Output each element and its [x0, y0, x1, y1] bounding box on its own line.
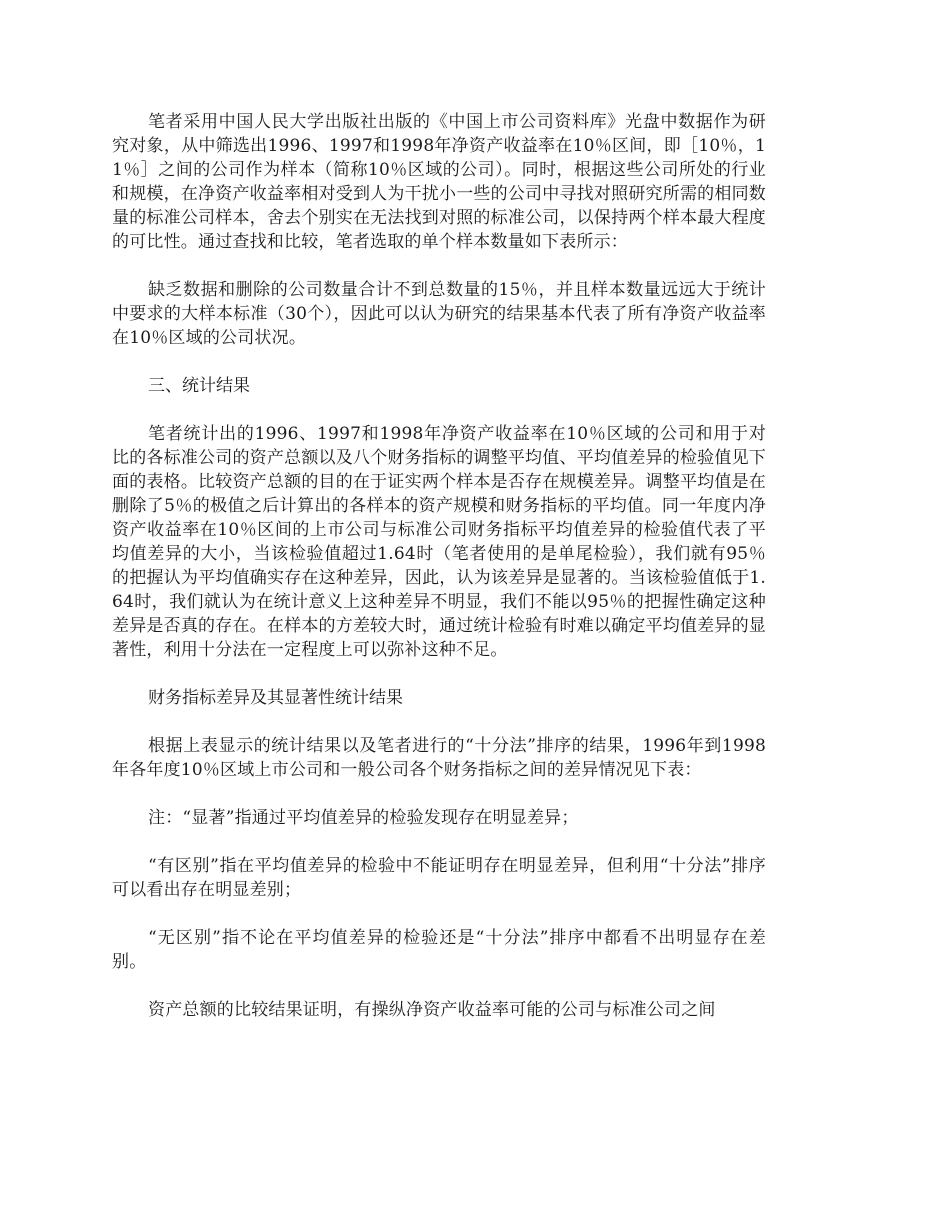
paragraph-table-intro: 根据上表显示的统计结果以及笔者进行的“十分法”排序的结果，1996年到1998年各年度10％区域上市公司和一般公司各个财务指标之间的差异情况见下表：	[112, 736, 766, 780]
section-heading-results: 三、统计结果	[148, 376, 250, 396]
document-body	[112, 110, 766, 1046]
paragraph-sample-selection: 笔者采用中国人民大学出版社出版的《中国上市公司资料库》光盘中数据作为研究对象，从中筛选出1996、1997和1998年净资产收益率在10％区间，即［10％，11％］之间的公司作为样本（简称10％区域的公司）。同时，根据这些公司所处的行业和规模，在净资产收益率相对受到人为干扰小一些的公司中寻找对照研究所需的相同数量的标准公司样本，舍去个别实在无法找到对照的标准公司，以保持两个样本最大程度的可比性。通过查找和比较，笔者选取的单个样本数量如下表所示：	[112, 112, 766, 252]
paragraph-statistics: 笔者统计出的1996、1997和1998年净资产收益率在10％区域的公司和用于对比的各标准公司的资产总额以及八个财务指标的调整平均值、平均值差异的检验值见下面的表格。比较资产总额的目的在于证实两个样本是否存在规模差异。调整平均值是在删除了5％的极值之后计算出的各样本的资产规模和财务指标的平均值。同一年度内净资产收益率在10％区间的上市公司与标准公司财务指标平均值差异的检验值代表了平均值差异的大小，当该检验值超过1.64时（笔者使用的是单尾检验），我们就有95％的把握认为平均值确实存在这种差异，因此，认为该差异是显著的。当该检验值低于1.64时，我们就认为在统计意义上这种差异不明显，我们不能以95％的把握性确定这种差异是否真的存在。在样本的方差较大时，通过统计检验有时难以确定平均值差异的显著性，利用十分法在一定程度上可以弥补这种不足。	[112, 424, 766, 660]
paragraph-asset-comparison: 资产总额的比较结果证明，有操纵净资产收益率可能的公司与标准公司之间	[148, 1000, 716, 1020]
note-distinct: “有区别”指在平均值差异的检验中不能证明存在明显差异，但利用“十分法”排序可以看出存在明显差别；	[112, 856, 766, 900]
note-no-difference: “无区别”指不论在平均值差异的检验还是“十分法”排序中都看不出明显存在差别。	[112, 928, 766, 972]
subheading-significance: 财务指标差异及其显著性统计结果	[148, 688, 403, 708]
paragraph-sample-size: 缺乏数据和删除的公司数量合计不到总数量的15％，并且样本数量远远大于统计中要求的大样本标准（30个），因此可以认为研究的结果基本代表了所有净资产收益率在10％区域的公司状况。	[112, 280, 766, 348]
note-significant: 注：“显著”指通过平均值差异的检验发现存在明显差异；	[148, 808, 579, 828]
